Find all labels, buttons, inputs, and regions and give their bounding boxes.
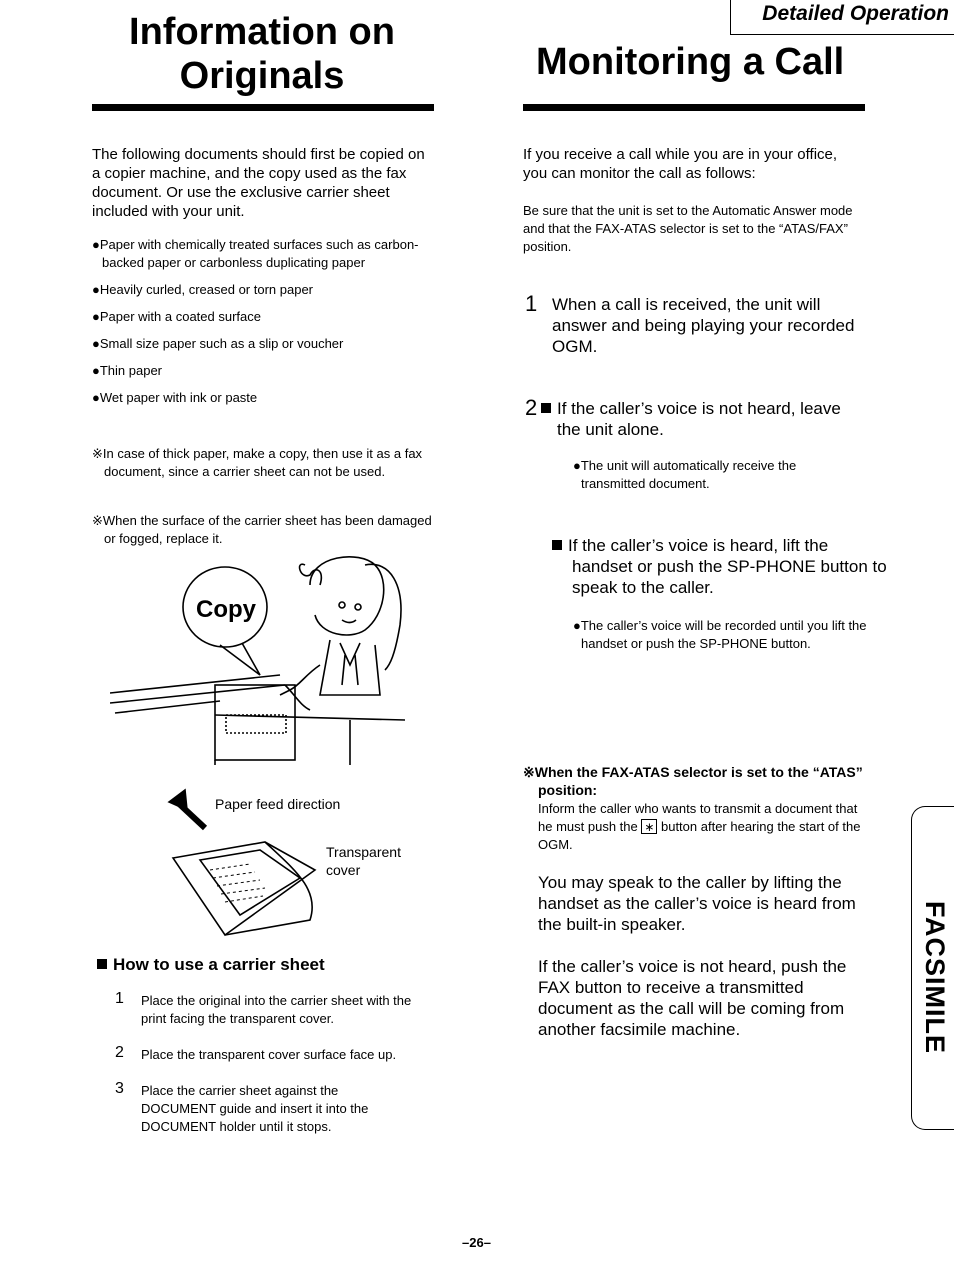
square-bullet-icon (97, 959, 107, 969)
transparent-cover-label (326, 843, 401, 879)
step-number: 2 (115, 1044, 124, 1061)
step-number: 2 (525, 395, 538, 420)
monitor-step-1 (523, 292, 868, 357)
monitor-step-2 (523, 396, 868, 440)
step-text: Place the original into the carrier sheet with the print facing the transparent cover. (141, 993, 412, 1026)
page-number: –26– (462, 1235, 491, 1250)
step-2a (537, 398, 868, 440)
step-2a-note: ●The unit will automatically receive the transmitted document. (573, 458, 797, 491)
note-carrier-damage: ※When the surface of the carrier sheet has been damaged or fogged, replace it. (92, 513, 432, 546)
step-text: Place the transparent cover surface face up. (141, 1047, 397, 1062)
atas-heading: ※When the FAX-ATAS selector is set to the “ATAS” position: (523, 764, 863, 798)
left-title-line2: Originals (179, 55, 345, 97)
carrier-step-2 (115, 1046, 435, 1064)
facsimile-side-tab (911, 806, 954, 1130)
section-tab-label: Detailed Operation (762, 2, 949, 25)
atas-text (538, 800, 868, 854)
fax-paragraph: If the caller’s voice is not heard, push the FAX button to receive a transmitted document as the call will be coming from another facsimile machine. (538, 957, 847, 1039)
list-item: ●Thin paper (92, 363, 163, 378)
list-item: ●Paper with a coated surface (92, 309, 261, 324)
precondition-text: Be sure that the unit is set to the Automatic Answer mode and that the FAX-ATAS selector is set to the “ATAS/FAX” position. (523, 203, 853, 254)
copy-bubble-text: Copy (196, 596, 256, 623)
square-bullet-icon (552, 540, 562, 550)
right-title: Monitoring a Call (536, 41, 845, 83)
step-2b-note: ●The caller’s voice will be recorded until you lift the handset or push the SP-PHONE button. (573, 618, 867, 651)
paper-feed-label: Paper feed direction (215, 796, 341, 812)
transparent-label-line1: Transparent (326, 844, 401, 860)
copier-illustration (110, 545, 415, 765)
carrier-step-3 (115, 1082, 415, 1136)
left-title-rule (92, 104, 434, 111)
transparent-label-line2: cover (326, 862, 361, 878)
atas-text-a: Inform the caller who wants to transmit a document that he must push the (538, 801, 858, 834)
bullet-list (92, 236, 422, 407)
step-text: Place the carrier sheet against the DOCUMENT guide and insert it into the DOCUMENT holder until it stops. (141, 1083, 369, 1134)
list-item: ●Wet paper with ink or paste (92, 390, 258, 405)
atas-text-b: button after hearing the start of the OGM. (538, 819, 861, 852)
step-text: When a call is received, the unit will answer and being playing your recorded OGM. (552, 295, 855, 356)
list-item: ●Heavily curled, creased or torn paper (92, 282, 314, 297)
step-number: 3 (115, 1080, 124, 1097)
carrier-step-1 (115, 992, 435, 1028)
list-item: ●Paper with chemically treated surfaces such as carbon-backed paper or carbonless duplicating paper (92, 237, 419, 270)
carrier-heading-text: How to use a carrier sheet (113, 955, 325, 974)
carrier-heading (97, 955, 325, 975)
step-2b-text: If the caller’s voice is heard, lift the handset or push the SP-PHONE button to speak to the caller. (568, 536, 887, 597)
right-intro: If you receive a call while you are in your office, you can monitor the call as follows: (523, 146, 838, 182)
left-intro: The following documents should first be copied on a copier machine, and the copy used as the fax document. Or use the exclusive carrier sheet included with your unit. (92, 146, 425, 220)
step-number: 1 (115, 990, 124, 1007)
square-bullet-icon (541, 403, 551, 413)
step-number: 1 (525, 291, 538, 316)
right-title-rule (523, 104, 865, 111)
speak-paragraph: You may speak to the caller by lifting the handset as the caller’s voice is heard from the built-in speaker. (538, 873, 856, 934)
star-button-icon: ∗ (641, 819, 657, 834)
step-2b (552, 535, 892, 598)
left-title (92, 10, 432, 98)
note-thick-paper: ※In case of thick paper, make a copy, then use it as a fax document, since a carrier sheet can not be used. (92, 446, 423, 479)
section-tab (730, 0, 954, 35)
side-tab-label: FACSIMILE (920, 901, 950, 1055)
left-title-line1: Information on (129, 11, 395, 53)
list-item: ●Small size paper such as a slip or voucher (92, 336, 344, 351)
step-2a-text: If the caller’s voice is not heard, leave the unit alone. (557, 399, 841, 439)
